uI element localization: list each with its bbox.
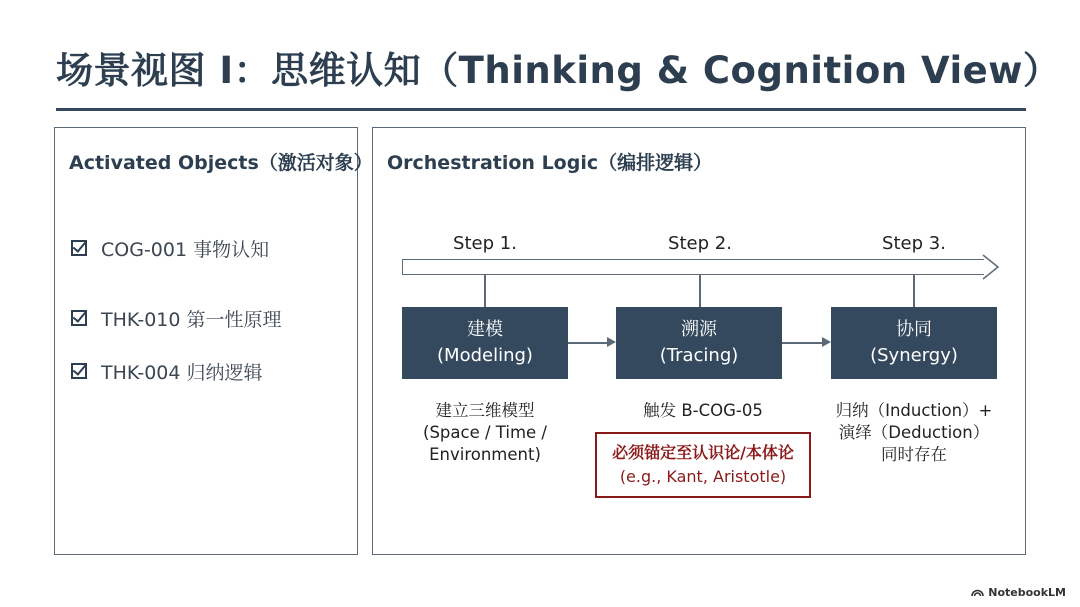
step-3-tick <box>913 275 915 307</box>
connector-arrow-icon <box>607 337 616 347</box>
step-2-label: Step 2. <box>668 233 732 254</box>
warning-text: 必须锚定至认识论/本体论 <box>612 443 794 462</box>
connector-arrow-icon <box>822 337 831 347</box>
step-1-box-modeling <box>402 307 568 379</box>
step-2-box-tracing <box>616 307 782 379</box>
timeline-arrow-head-icon <box>982 254 1000 280</box>
step-3-box-synergy <box>831 307 997 379</box>
activated-objects-title: Activated Objects（激活对象） <box>69 152 373 174</box>
connector-2-3 <box>782 342 823 344</box>
step-3-box-title: 协同 <box>896 319 932 340</box>
step-2-desc-line: 触发 B-COG-05 <box>643 401 763 420</box>
step-3-description <box>804 400 1024 466</box>
step-3-desc-line: 演绎（Deduction） <box>838 423 990 442</box>
step-2-box-title: 溯源 <box>681 319 717 340</box>
orchestration-logic-title: Orchestration Logic（编排逻辑） <box>387 152 713 174</box>
step-1-desc-line: Environment) <box>429 445 541 464</box>
step-2-box-subtitle: (Tracing) <box>659 345 739 366</box>
step-1-desc-line: 建立三维模型 <box>435 401 535 420</box>
title-divider <box>56 108 1026 111</box>
checkbox-checked-icon <box>71 310 87 326</box>
orchestration-logic-panel <box>372 127 1026 555</box>
page-title: 场景视图 I：思维认知（Thinking & Cognition View） <box>56 49 1061 92</box>
warning-examples: (e.g., Kant, Aristotle) <box>619 467 787 486</box>
checkbox-checked-icon <box>71 240 87 256</box>
step-3-label: Step 3. <box>882 233 946 254</box>
step-2-description <box>593 400 813 422</box>
object-item-thk-010 <box>71 303 282 333</box>
step-1-desc-line: (Space / Time / <box>423 423 547 442</box>
anchoring-warning-box <box>595 432 811 498</box>
timeline-arrow-shaft <box>402 259 984 275</box>
step-1-tick <box>484 275 486 307</box>
step-3-desc-line: 归纳（Induction）+ <box>835 401 993 420</box>
step-1-description <box>375 400 595 466</box>
connector-1-2 <box>568 342 608 344</box>
object-item-label: THK-010 第一性原理 <box>101 308 282 331</box>
notebooklm-brand <box>971 586 1066 599</box>
step-2-tick <box>699 275 701 307</box>
activated-objects-panel <box>54 127 373 555</box>
checkbox-checked-icon <box>71 363 87 379</box>
object-item-thk-004 <box>71 356 263 386</box>
brand-label: NotebookLM <box>988 586 1066 599</box>
step-1-box-subtitle: (Modeling) <box>437 345 533 366</box>
step-1-label: Step 1. <box>453 233 517 254</box>
object-item-label: THK-004 归纳逻辑 <box>101 361 263 384</box>
object-item-cog-001 <box>71 233 269 263</box>
object-item-label: COG-001 事物认知 <box>101 238 270 261</box>
step-3-desc-line: 同时存在 <box>881 445 947 464</box>
notebooklm-logo-icon <box>971 588 984 597</box>
step-3-box-subtitle: (Synergy) <box>870 345 958 366</box>
step-1-box-title: 建模 <box>467 319 503 340</box>
